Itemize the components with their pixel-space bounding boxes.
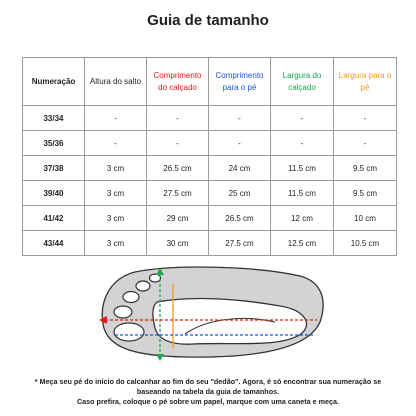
header-largura-pe: Largura para o pé xyxy=(334,58,397,106)
cell-shoe-length: 26.5 cm xyxy=(147,156,209,181)
toe-3 xyxy=(123,292,139,303)
toe-2 xyxy=(114,306,132,318)
toe-big xyxy=(114,323,144,341)
toe-5 xyxy=(150,274,161,282)
cell-heel-height: 3 cm xyxy=(85,206,147,231)
cell-size: 33/34 xyxy=(23,106,85,131)
cell-size: 41/42 xyxy=(23,206,85,231)
cell-shoe-length: 29 cm xyxy=(147,206,209,231)
cell-size: 37/38 xyxy=(23,156,85,181)
cell-heel-height: 3 cm xyxy=(85,156,147,181)
footnote-line-3: Caso prefira, coloque o pé sobre um papel, marque com uma caneta e meça. xyxy=(76,397,340,406)
cell-heel-height: 3 cm xyxy=(85,231,147,256)
cell-foot-width: 9.5 cm xyxy=(334,181,397,206)
table-row xyxy=(23,181,397,206)
table-row xyxy=(23,131,397,156)
size-guide-table xyxy=(22,57,397,256)
header-largura-calcado: Largura do calçado xyxy=(271,58,334,106)
cell-foot-length: 25 cm xyxy=(209,181,271,206)
toe-4 xyxy=(136,281,150,291)
cell-foot-length: 24 cm xyxy=(209,156,271,181)
table-row xyxy=(23,156,397,181)
footnote-line-1: * Meça seu pé do início do calcanhar ao fim do seu "dedão". Agora, é só encontrar sua numeração se xyxy=(34,377,382,386)
cell-foot-width: 10.5 cm xyxy=(334,231,397,256)
cell-heel-height: 3 cm xyxy=(85,181,147,206)
cell-foot-length: - xyxy=(209,131,271,156)
footnote xyxy=(0,377,416,407)
cell-foot-width: - xyxy=(334,131,397,156)
cell-shoe-width: 12.5 cm xyxy=(271,231,334,256)
cell-shoe-length: - xyxy=(147,106,209,131)
cell-shoe-width: 11.5 cm xyxy=(271,156,334,181)
cell-foot-width: 9.5 cm xyxy=(334,156,397,181)
cell-shoe-length: 27.5 cm xyxy=(147,181,209,206)
cell-shoe-width: - xyxy=(271,106,334,131)
table-header-row xyxy=(23,58,397,106)
footnote-line-2: baseando na tabela da guia de tamanhos. xyxy=(136,387,280,396)
cell-shoe-length: 30 cm xyxy=(147,231,209,256)
cell-heel-height: - xyxy=(85,106,147,131)
header-numeracao: Numeração xyxy=(23,58,85,106)
cell-size: 39/40 xyxy=(23,181,85,206)
table-row xyxy=(23,106,397,131)
shoe-width-arrow-bottom xyxy=(156,354,164,361)
cell-size: 43/44 xyxy=(23,231,85,256)
cell-shoe-length: - xyxy=(147,131,209,156)
foot-measurement-diagram xyxy=(95,262,327,370)
table-row xyxy=(23,206,397,231)
cell-foot-width: 10 cm xyxy=(334,206,397,231)
cell-heel-height: - xyxy=(85,131,147,156)
cell-foot-length: - xyxy=(209,106,271,131)
cell-foot-length: 27.5 cm xyxy=(209,231,271,256)
cell-foot-width: - xyxy=(334,106,397,131)
page-title: Guia de tamanho xyxy=(147,12,269,29)
table-row xyxy=(23,231,397,256)
header-altura-salto: Altura do salto xyxy=(85,58,147,106)
cell-shoe-width: - xyxy=(271,131,334,156)
cell-size: 35/36 xyxy=(23,131,85,156)
header-comprimento-pe: Comprimento para o pé xyxy=(209,58,271,106)
header-comprimento-calcado: Comprimento do calçado xyxy=(147,58,209,106)
cell-foot-length: 26.5 cm xyxy=(209,206,271,231)
cell-shoe-width: 11.5 cm xyxy=(271,181,334,206)
cell-shoe-width: 12 cm xyxy=(271,206,334,231)
